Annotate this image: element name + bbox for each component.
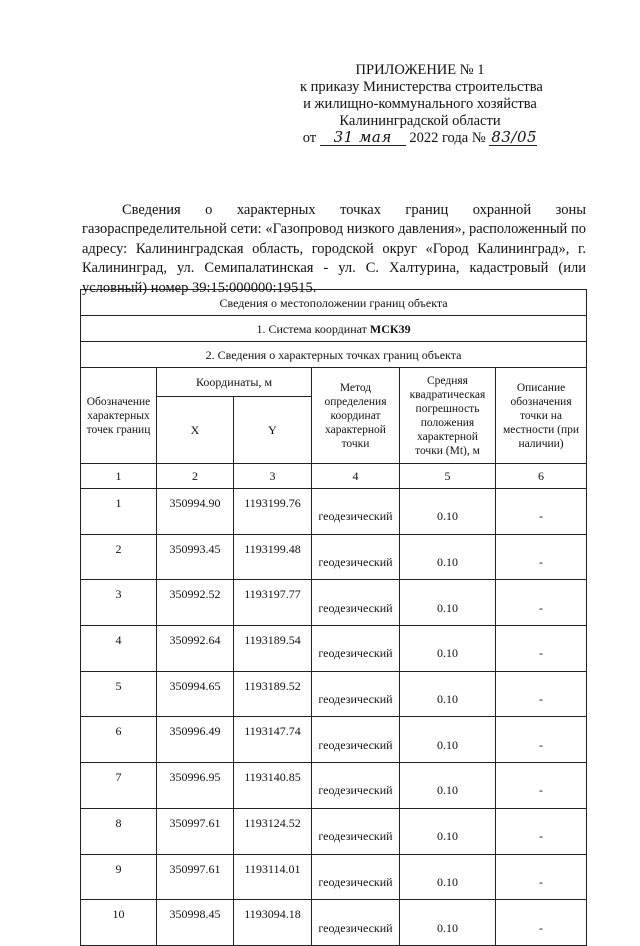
method-cell: геодезический	[312, 671, 400, 717]
error-cell: 0.10	[400, 626, 496, 672]
y-coordinate-cell: 1193199.76	[234, 489, 312, 535]
point-number-cell: 7	[81, 763, 157, 809]
description-cell: -	[496, 489, 587, 535]
method-cell: геодезический	[312, 534, 400, 580]
column-number-row	[81, 464, 587, 489]
order-date-line	[300, 130, 540, 147]
coordinate-system-name: МСК39	[369, 321, 411, 336]
boundary-points-table	[80, 289, 587, 946]
x-coordinate-cell: 350994.90	[157, 489, 234, 535]
point-number-cell: 2	[81, 534, 157, 580]
column-number: 2	[157, 464, 234, 489]
banner-coordinate-system	[81, 316, 587, 342]
point-number-cell: 3	[81, 580, 157, 626]
error-cell: 0.10	[400, 717, 496, 763]
column-number: 1	[81, 464, 157, 489]
x-coordinate-cell: 350996.49	[157, 717, 234, 763]
header-coordinates: Координаты, м	[157, 368, 312, 397]
column-number: 6	[496, 464, 587, 489]
description-cell: -	[496, 763, 587, 809]
table-row	[81, 626, 587, 672]
method-cell: геодезический	[312, 626, 400, 672]
header-error: Средняя квадратическая погрешность положения характерной точки (Mt), м	[400, 368, 496, 464]
description-cell: -	[496, 854, 587, 900]
error-cell: 0.10	[400, 854, 496, 900]
header-y: Y	[234, 397, 312, 464]
error-cell: 0.10	[400, 763, 496, 809]
y-coordinate-cell: 1193199.48	[234, 534, 312, 580]
error-cell: 0.10	[400, 534, 496, 580]
x-coordinate-cell: 350994.65	[157, 671, 234, 717]
error-cell: 0.10	[400, 900, 496, 946]
error-cell: 0.10	[400, 671, 496, 717]
table-row	[81, 671, 587, 717]
y-coordinate-cell: 1193189.54	[234, 626, 312, 672]
handwritten-date: 31 мая	[320, 130, 406, 146]
point-number-cell: 1	[81, 489, 157, 535]
date-year: 2022 года №	[409, 130, 486, 146]
header-description: Описание обозначения точки на местности (при наличии)	[496, 368, 587, 464]
intro-paragraph: Сведения о характерных точках границ охранной зоны газораспределительной сети: «Газопровод низкого давления», расположенный по адресу: Калининградская область, городской округ «Город Калининград», г. Калининград, ул. Семипалатинская - ул. С. Халтурина, кадастровый (или условный) номер 39:15:000000:19515.	[82, 201, 586, 296]
description-cell: -	[496, 900, 587, 946]
point-number-cell: 10	[81, 900, 157, 946]
header-point-designation: Обозначение характерных точек границ	[81, 368, 157, 464]
appendix-line-region: Калининградской области	[339, 113, 501, 129]
column-number: 3	[234, 464, 312, 489]
method-cell: геодезический	[312, 854, 400, 900]
description-cell: -	[496, 808, 587, 854]
table-row	[81, 808, 587, 854]
x-coordinate-cell: 350996.95	[157, 763, 234, 809]
appendix-title: ПРИЛОЖЕНИЕ № 1	[355, 62, 485, 78]
description-cell: -	[496, 534, 587, 580]
appendix-line-ministry: к приказу Министерства строительства	[300, 79, 543, 95]
description-cell: -	[496, 717, 587, 763]
y-coordinate-cell: 1193189.52	[234, 671, 312, 717]
y-coordinate-cell: 1193197.77	[234, 580, 312, 626]
table-row	[81, 580, 587, 626]
method-cell: геодезический	[312, 900, 400, 946]
table-row	[81, 763, 587, 809]
x-coordinate-cell: 350998.45	[157, 900, 234, 946]
appendix-header	[300, 62, 543, 147]
method-cell: геодезический	[312, 717, 400, 763]
description-cell: -	[496, 626, 587, 672]
y-coordinate-cell: 1193140.85	[234, 763, 312, 809]
table-row	[81, 534, 587, 580]
method-cell: геодезический	[312, 580, 400, 626]
error-cell: 0.10	[400, 489, 496, 535]
description-cell: -	[496, 580, 587, 626]
x-coordinate-cell: 350992.64	[157, 626, 234, 672]
point-number-cell: 5	[81, 671, 157, 717]
table-row	[81, 717, 587, 763]
table-row	[81, 854, 587, 900]
table-row	[81, 900, 587, 946]
handwritten-order-number: 83/05	[491, 128, 538, 146]
appendix-line-housing: и жилищно-коммунального хозяйства	[303, 96, 537, 112]
point-number-cell: 9	[81, 854, 157, 900]
date-prefix: от	[302, 130, 317, 146]
y-coordinate-cell: 1193147.74	[234, 717, 312, 763]
y-coordinate-cell: 1193094.18	[234, 900, 312, 946]
x-coordinate-cell: 350997.61	[157, 854, 234, 900]
y-coordinate-cell: 1193124.52	[234, 808, 312, 854]
error-cell: 0.10	[400, 808, 496, 854]
header-method: Метод определения координат характерной точки	[312, 368, 400, 464]
error-cell: 0.10	[400, 580, 496, 626]
method-cell: геодезический	[312, 489, 400, 535]
header-x: X	[157, 397, 234, 464]
banner-location-info: Сведения о местоположении границ объекта	[81, 290, 587, 316]
point-number-cell: 8	[81, 808, 157, 854]
x-coordinate-cell: 350993.45	[157, 534, 234, 580]
coordinate-system-prefix: 1. Система координат	[256, 321, 367, 336]
banner-points-info: 2. Сведения о характерных точках границ объекта	[81, 342, 587, 368]
x-coordinate-cell: 350997.61	[157, 808, 234, 854]
column-number: 4	[312, 464, 400, 489]
method-cell: геодезический	[312, 808, 400, 854]
point-number-cell: 4	[81, 626, 157, 672]
method-cell: геодезический	[312, 763, 400, 809]
description-cell: -	[496, 671, 587, 717]
table-row	[81, 489, 587, 535]
point-number-cell: 6	[81, 717, 157, 763]
y-coordinate-cell: 1193114.01	[234, 854, 312, 900]
column-number: 5	[400, 464, 496, 489]
x-coordinate-cell: 350992.52	[157, 580, 234, 626]
